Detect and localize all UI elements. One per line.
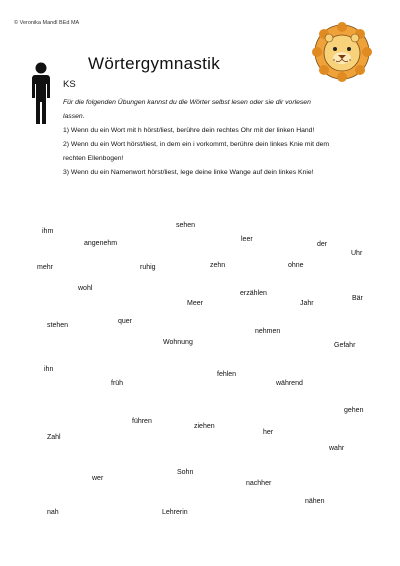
word-item: Bär [352,295,363,302]
word-item: stehen [47,322,69,329]
word-item: der [317,241,328,248]
copyright-notice: © Veronika Mandl BEd MA [14,20,80,26]
word-item: ruhig [140,264,156,271]
level-label: KS [63,79,76,90]
word-item: Zahl [47,434,61,441]
instructions [63,96,333,180]
word-item: Sohn [177,469,194,476]
word-item: nehmen [255,328,281,335]
page-title: Wörtergymnastik [88,54,221,73]
word-item: fehlen [217,371,237,378]
word-item: Wohnung [163,339,193,346]
lion-icon [312,22,372,82]
instruction-step-1: 1) Wenn du ein Wort mit h hörst/liest, berühre dein rechtes Ohr mit der linken Hand! [63,127,315,134]
word-item: Uhr [351,250,363,257]
word-item: nachher [246,480,272,487]
word-item: führen [132,418,152,425]
word-item: wer [92,475,104,482]
instruction-step-3: 3) Wenn du ein Namenwort hörst/liest, lege deine linke Wange auf dein linkes Knie! [63,169,314,176]
word-item: wohl [78,285,93,292]
instruction-step-2: 2) Wenn du ein Wort hörst/liest, in dem ein i vorkommt, berühre dein linkes Knie mit dem rechten Ellenbogen! [63,141,330,162]
word-item: wahr [329,445,345,452]
word-item: ihm [42,228,54,235]
word-item: gehen [344,407,364,414]
word-item: quer [118,318,133,325]
word-item: leer [241,236,253,243]
word-item: zehn [210,262,226,269]
word-item: ziehen [194,423,215,430]
word-item: nah [47,509,59,516]
word-item: mehr [37,264,53,271]
word-item: Lehrerin [162,509,188,516]
word-item: sehen [176,222,196,229]
word-item: Meer [187,300,203,307]
word-item: angenehm [84,240,118,247]
word-item: Gefahr [334,342,356,349]
word-item: ohne [288,262,304,269]
word-item: nähen [305,498,325,505]
instructions-intro: Für die folgenden Übungen kannst du die Wörter selbst lesen oder sie dir vorlesen lassen. [63,99,311,120]
word-item: während [276,380,303,387]
word-item: ihn [44,366,54,373]
word-item: Jahr [300,300,314,307]
word-item: früh [111,380,124,387]
word-item: erzählen [240,290,267,297]
word-item: her [263,429,274,436]
person-icon [26,62,56,126]
